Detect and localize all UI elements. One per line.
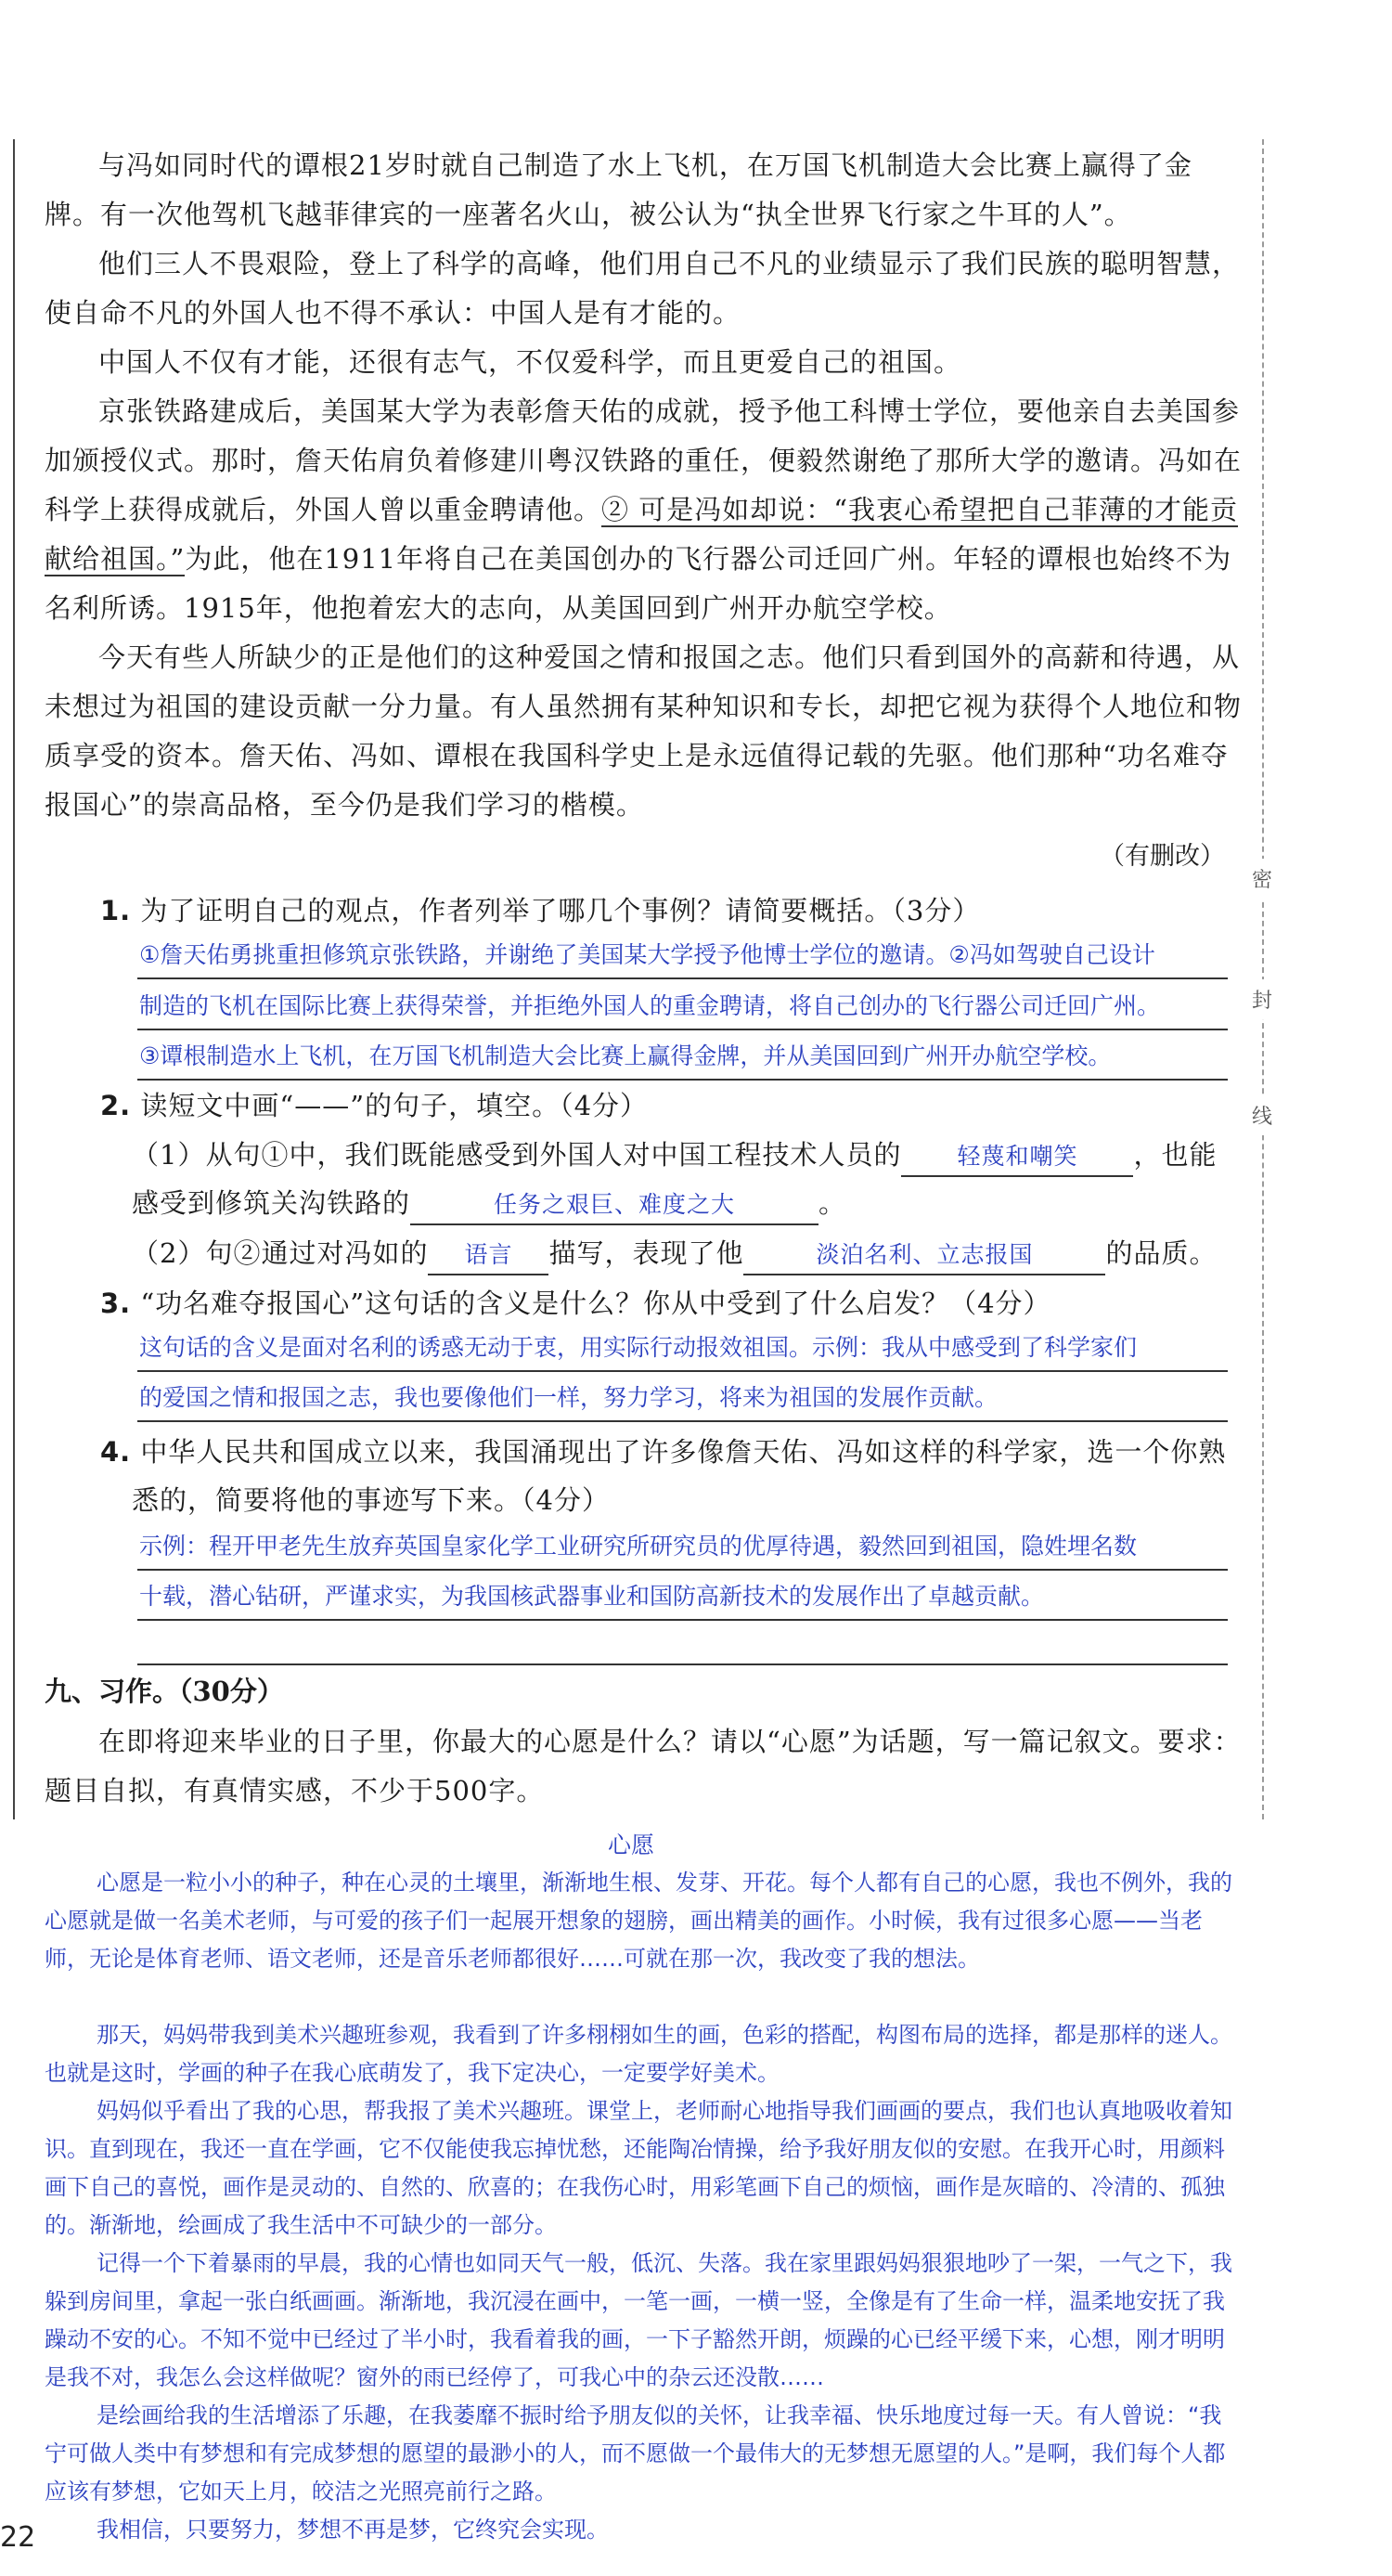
essay-title: 心愿 [607,1832,654,1858]
question-4-answer-line-2: 十载，潜心钻研，严谨求实，为我国核武器事业和国防高新技术的发展作出了卓越贡献。 [139,1583,1045,1610]
question-4-text-2: 悉的，简要将他的事迹写下来。（4分） [132,1484,610,1516]
essay-paragraph-1: 心愿是一粒小小的种子，种在心灵的土壤里，渐渐地生根、发芽、开花。每个人都有自己的心愿，我也不例外，我的心愿就是做一名美术老师，与可爱的孩子们一起展开想象的翅膀，画出精美的画作。小时候，我有过很多心愿——当老师，无论是体育老师、语文老师，还是音乐老师都很好……可就在那一次，我改变了我的想法。 [45,1870,1232,1972]
sub2-text-a: （2）句②通过对冯如的 [132,1237,429,1269]
question-3 [100,1279,1051,1327]
question-3-number: 3. [100,1288,132,1319]
question-3-answer-line-2: 的爱国之情和报国之志，我也要像他们一样，努力学习，将来为祖国的发展作贡献。 [139,1384,999,1411]
question-1-answer-line-2: 制造的飞机在国际比赛上获得荣誉，并拒绝外国人的重金聘请，将自己创办的飞行器公司迁回广州。 [139,992,1161,1019]
passage-paragraph-4-text: 京张铁路建成后，美国某大学为表彰詹天佑的成就，授予他工科博士学位，要他亲自去美国参加颁授仪式。那时，詹天佑肩负着修建川粤汉铁路的重任，便毅然谢绝了那所大学的邀请。冯如在科学上获得成就后，外国人曾以重金聘请他。 [45,395,1243,525]
question-1-answer-line-3: ③谭根制造水上飞机，在万国飞机制造大会比赛上赢得金牌，并从美国回到广州开办航空学校。 [139,1042,1112,1069]
answer-rule [137,1029,1228,1030]
answer-blank-1: 轻蔑和嘲笑 [901,1138,1133,1177]
seal-char-feng: 封 [1247,979,1277,1019]
sub1-text-c: 感受到修筑关沟铁路的 [132,1187,411,1219]
answer-rule [137,1370,1228,1372]
passage-paragraph-5: 今天有些人所缺少的正是他们的这种爱国之情和报国之志。他们只看到国外的高薪和待遇，从未想过为祖国的建设贡献一分力量。有人虽然拥有某种知识和专长，却把它视为获得个人地位和物质享受的资本。詹天佑、冯如、谭根在我国科学史上是永远值得记载的先驱。他们那种“功名难夺报国心”的崇高品格，至今仍是我们学习的楷模。 [45,641,1243,821]
essay-paragraph-6: 我相信，只要努力，梦想不再是梦，它终究会实现。 [97,2517,609,2543]
seal-char-mi: 密 [1247,859,1277,899]
passage-paragraph-1: 与冯如同时代的谭根21岁时就自己制造了水上飞机，在万国飞机制造大会比赛上赢得了金牌。有一次他驾机飞越菲律宾的一座著名火山，被公认为“执全世界飞行家之牛耳的人”。 [45,149,1192,230]
answer-rule [137,1569,1228,1571]
answer-rule [137,1420,1228,1422]
sub1-text-a: （1）从句①中，我们既能感受到外国人对中国工程技术人员的 [132,1139,902,1171]
question-3-answer-line-1: 这句话的含义是面对名利的诱惑无动于衷，用实际行动报效祖国。示例：我从中感受到了科学家们 [139,1334,1138,1361]
essay-paragraph-5: 是绘画给我的生活增添了乐趣，在我萎靡不振时给予朋友似的关怀，让我幸福、快乐地度过每一天。有人曾说：“我宁可做人类中有梦想和有完成梦想的愿望的最渺小的人，而不愿做一个最伟大的无梦想无愿望的人。”是啊，我们每个人都应该有梦想，它如天上月，皎洁之光照亮前行之路。 [45,2402,1226,2505]
sub2-text-c: 的品质。 [1105,1237,1218,1269]
sub2-text-b: 描写，表现了他 [548,1237,744,1269]
question-4-answer-line-1: 示例：程开甲老先生放弃英国皇家化学工业研究所研究员的优厚待遇，毅然回到祖国，隐姓埋名数 [139,1533,1138,1560]
question-2-sub2 [132,1229,1217,1277]
question-4 [100,1428,1226,1476]
question-2-sub1-line1 [132,1131,1217,1179]
source-note: （有删改） [1100,842,1225,871]
question-1-answer-line-1: ①詹天佑勇挑重担修筑京张铁路，并谢绝了美国某大学授予他博士学位的邀请。②冯如驾驶自己设计 [139,941,1155,968]
question-2-text: 读短文中画“——”的句子，填空。（4分） [140,1090,649,1121]
question-1-text: 为了证明自己的观点，作者列举了哪几个事例？请简要概括。（3分） [140,895,981,926]
question-2-number: 2. [100,1090,132,1121]
passage-paragraph-4 [45,387,1242,633]
sentence-2-underlined: ② 可是冯如却说：“我衷心希望把自己菲薄的才能贡献给祖国。” [45,494,1239,575]
page-number: 22 [0,2521,36,2554]
passage-paragraph-3: 中国人不仅有才能，还很有志气，不仅爱科学，而且更爱自己的祖国。 [98,346,962,378]
sub1-text-d: 。 [818,1187,847,1219]
question-1-number: 1. [100,895,132,926]
question-2-sub1-line2 [132,1179,846,1227]
seal-char-xian: 线 [1247,1095,1277,1135]
left-margin-rule [13,139,15,1819]
answer-rule [137,977,1228,979]
question-1 [100,887,980,935]
answer-blank-2: 任务之艰巨、难度之大 [410,1186,818,1225]
answer-blank-3: 语言 [428,1236,548,1275]
answer-rule [137,1663,1228,1665]
essay-paragraph-4: 记得一个下着暴雨的早晨，我的心情也如同天气一般，低沉、失落。我在家里跟妈妈狠狠地吵了一架，一气之下，我躲到房间里，拿起一张白纸画画。渐渐地，我沉浸在画中，一笔一画，一横一竖，全像是有了生命一样，温柔地安抚了我躁动不安的心。不知不觉中已经过了半小时，我看着我的画，一下子豁然开朗，烦躁的心已经平缓下来，心想，刚才明明是我不对，我怎么会这样做呢？窗外的雨已经停了，可我心中的杂云还没散…… [45,2250,1232,2390]
essay-paragraph-3: 妈妈似乎看出了我的心思，帮我报了美术兴趣班。课堂上，老师耐心地指导我们画画的要点，我们也认真地吸收着知识。直到现在，我还一直在学画，它不仅能使我忘掉忧愁，还能陶冶情操，给予我好朋友似的安慰。在我开心时，用颜料画下自己的喜悦，画作是灵动的、自然的、欣喜的；在我伤心时，用彩笔画下自己的烦恼，画作是灰暗的、冷清的、孤独的。渐渐地，绘画成了我生活中不可缺少的一部分。 [45,2098,1232,2238]
sub1-text-b: ，也能 [1133,1139,1218,1171]
question-4-number: 4. [100,1436,132,1468]
question-4-text-1: 中华人民共和国成立以来，我国涌现出了许多像詹天佑、冯如这样的科学家，选一个你熟 [140,1436,1227,1468]
answer-blank-4: 淡泊名利、立志报国 [743,1236,1105,1275]
section-9-prompt: 在即将迎来毕业的日子里，你最大的心愿是什么？请以“心愿”为话题，写一篇记叙文。要求：题目自拟，有真情实感，不少于500字。 [45,1726,1242,1806]
passage-paragraph-2: 他们三人不畏艰险，登上了科学的高峰，他们用自己不凡的业绩显示了我们民族的聪明智慧，使自命不凡的外国人也不得不承认：中国人是有才能的。 [45,248,1241,329]
question-3-text: “功名难夺报国心”这句话的含义是什么？你从中受到了什么启发？（4分） [140,1288,1051,1319]
essay-paragraph-2: 那天，妈妈带我到美术兴趣班参观，我看到了许多栩栩如生的画，色彩的搭配，构图布局的选择，都是那样的迷人。也就是这时，学画的种子在我心底萌发了，我下定决心，一定要学好美术。 [45,2022,1232,2086]
answer-rule [137,1079,1228,1081]
question-2 [100,1081,648,1130]
passage-paragraph-4-tail: 为此，他在1911年将自己在美国创办的飞行器公司迁回广州。年轻的谭根也始终不为名利所诱。1915年，他抱着宏大的志向，从美国回到广州开办航空学校。 [45,543,1232,624]
answer-rule [137,1619,1228,1621]
section-9-title: 九、习作。（30分） [45,1676,284,1707]
